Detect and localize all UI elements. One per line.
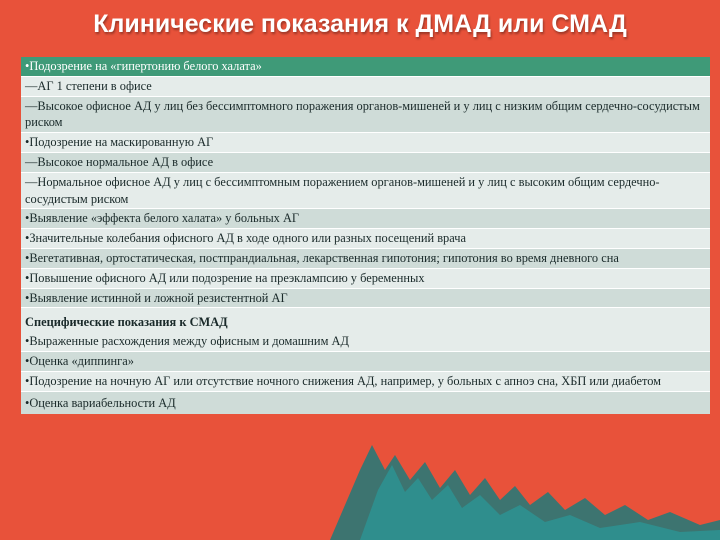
section-heading: Специфические показания к СМАД: [21, 308, 710, 332]
list-item: —АГ 1 степени в офисе: [21, 77, 710, 96]
list-item: •Выявление «эффекта белого халата» у больных АГ: [21, 209, 710, 228]
list-item: •Подозрение на ночную АГ или отсутствие ночного снижения АД, например, у больных с апноэ сна, ХБП или диабетом: [21, 372, 710, 391]
list-item: —Высокое офисное АД у лиц без бессимптомного поражения органов-мишеней и у лиц с низким общим сердечно-сосудистым риском: [21, 97, 710, 133]
list-item: •Подозрение на маскированную АГ: [21, 133, 710, 152]
list-item: •Выявление истинной и ложной резистентной АГ: [21, 289, 710, 308]
list-item: •Выраженные расхождения между офисным и домашним АД: [21, 332, 710, 351]
list-item: •Оценка «диппинга»: [21, 352, 710, 371]
list-item: •Повышение офисного АД или подозрение на преэклампсию у беременных: [21, 269, 710, 288]
list-item: •Вегетативная, ортостатическая, постпрандиальная, лекарственная гипотония; гипотония во время дневного сна: [21, 249, 710, 268]
slide-title: Клинические показания к ДМАД или СМАД: [93, 10, 627, 38]
list-item: —Нормальное офисное АД у лиц с бессимптомным поражением органов-мишеней и у лиц с высоким общим сердечно-сосудистым риском: [21, 173, 710, 209]
list-item: •Подозрение на «гипертонию белого халата»: [21, 57, 710, 76]
indications-table: [21, 57, 710, 414]
list-item: •Оценка вариабельности АД: [21, 392, 710, 415]
list-item: •Значительные колебания офисного АД в ходе одного или разных посещений врача: [21, 229, 710, 248]
list-item: —Высокое нормальное АД в офисе: [21, 153, 710, 172]
